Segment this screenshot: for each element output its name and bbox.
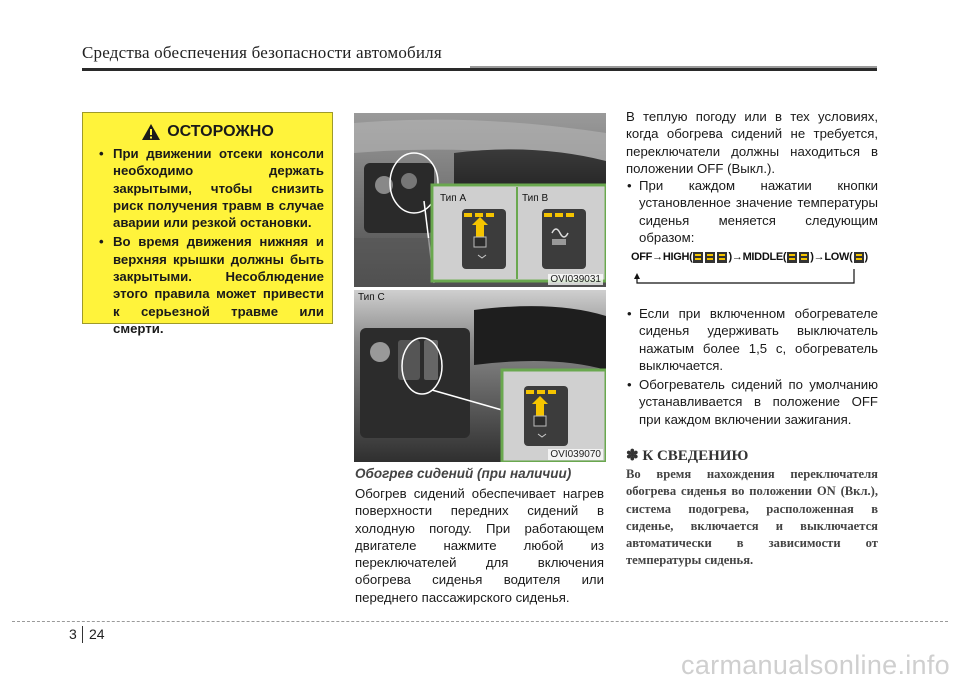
heat-lamp-icon xyxy=(854,252,864,263)
heat-lamp-icon xyxy=(717,252,727,263)
note-heading: ✽ К СВЕДЕНИЮ xyxy=(626,448,749,464)
intro-paragraph: В теплую погоду или в тех условиях, когда обогрева сидений не требуется, переключатели должны находиться в положении OFF (Выкл.). xyxy=(626,109,878,176)
figure-console-switch-c xyxy=(354,290,606,462)
cycle-high: HIGH( xyxy=(662,251,693,263)
cycle-arrow-1: → xyxy=(652,251,663,263)
figure-code-top: OVI039031 xyxy=(550,274,601,285)
type-c-label: Тип C xyxy=(358,292,385,303)
cycle-arrow-3: → xyxy=(813,251,825,263)
warning-triangle-icon xyxy=(141,123,161,141)
footer-dashed-rule xyxy=(12,621,948,622)
warning-title: ОСТОРОЖНО xyxy=(167,123,274,140)
console-photo-illustration xyxy=(354,113,606,287)
cycle-close-3: ) xyxy=(864,251,868,263)
type-b-label: Тип B xyxy=(522,193,549,204)
page-number: 24 xyxy=(89,626,105,642)
cycle-arrow-2: → xyxy=(731,251,743,263)
cycle-low: LOW( xyxy=(824,251,853,263)
heat-lamp-icon xyxy=(705,252,715,263)
figure-console-switches-ab xyxy=(354,113,606,287)
note-body: Во время нахождения переключателя обогрева сиденья во положении ON (Вкл.), система подогрева, расположенная в сиденье, включается и выключается автоматически в зависимости от температуры сиденья. xyxy=(626,467,878,568)
warning-box xyxy=(82,112,333,336)
warning-list xyxy=(91,145,324,337)
heat-lamp-icon xyxy=(693,252,703,263)
warning-header xyxy=(91,123,324,141)
cycle-middle: MIDDLE( xyxy=(742,251,787,263)
watermark: carmanualsonline.info xyxy=(681,650,950,680)
page-header-title: Средства обеспечения безопасности автомобиля xyxy=(82,43,442,62)
warning-item-2: • Во время движения нижняя и верхняя крышки должны быть закрытыми. Несоблюдение этого правила может привести к серьезной травме или смерти. xyxy=(91,233,324,337)
warning-item-1: • При движении отсеки консоли необходимо держать закрытыми, чтобы снизить риск получения травм в случае аварии или резкой остановки. xyxy=(91,145,324,231)
section-body: Обогрев сидений обеспечивает нагрев поверхности передних сидений в холодную погоду. При работающем двигателе нажмите любой из переключателей для включения обогрева сиденья водителя или переднего пассажирского сиденья. xyxy=(355,486,604,605)
chapter-number: 3 xyxy=(69,626,77,642)
heat-lamp-icon xyxy=(787,252,797,263)
section-heading: Обогрев сидений (при наличии) xyxy=(355,466,572,481)
heat-lamp-icon xyxy=(799,252,809,263)
header-rule xyxy=(82,68,877,71)
cycle-close-1: ) xyxy=(728,251,732,263)
cycle-off: OFF xyxy=(631,251,653,263)
bullet-hold-off: • Если при включенном обогревателе сиденья удерживать выключатель нажатым более 1,5 с, обогреватель выключается. xyxy=(626,305,878,374)
right-column xyxy=(626,108,878,246)
figure-code-bottom: OVI039070 xyxy=(550,449,601,460)
heat-cycle-diagram xyxy=(626,250,878,290)
bullet-default-off: • Обогреватель сидений по умолчанию устанавливается в положение OFF при каждом включении зажигания. xyxy=(626,376,878,428)
cycle-return-arrow xyxy=(634,265,874,287)
page-number-separator xyxy=(82,626,83,643)
console-c-photo-illustration xyxy=(354,290,606,462)
cycle-close-2: ) xyxy=(810,251,814,263)
right-column-bottom xyxy=(626,305,878,428)
type-a-label: Тип A xyxy=(440,193,467,204)
bullet-press-cycle: • При каждом нажатии кнопки установленное значение температуры сиденья меняется следующим образом: xyxy=(626,177,878,246)
right-bullets-top xyxy=(626,177,878,246)
heat-cycle-text xyxy=(631,251,868,263)
right-bullets-bottom xyxy=(626,305,878,428)
